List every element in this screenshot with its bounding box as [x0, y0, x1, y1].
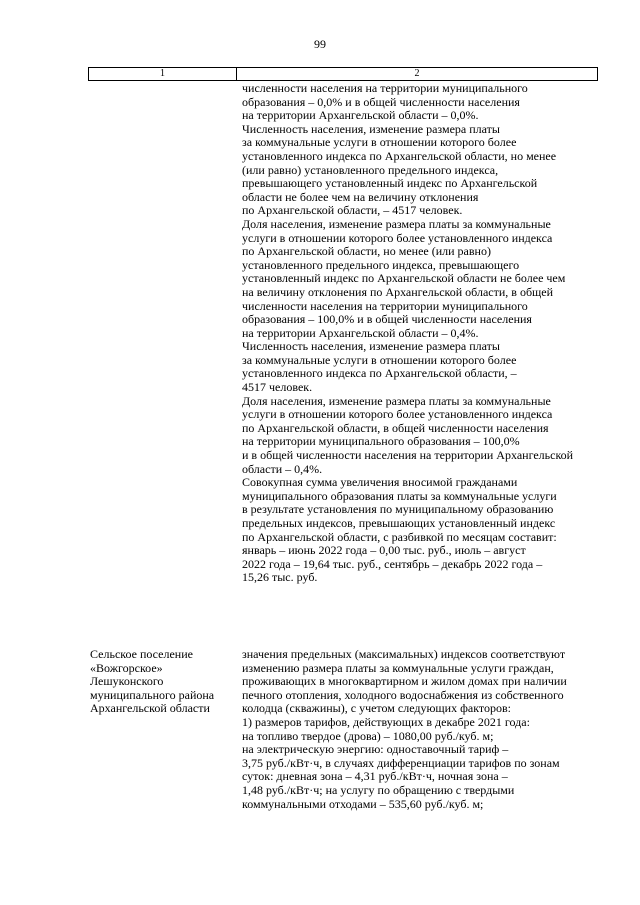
text-line: 1) размеров тарифов, действующих в декабре 2021 года: [242, 714, 530, 729]
text-line: 15,26 тыс. руб. [242, 570, 318, 585]
text-line: Доля населения, изменение размера платы за коммунальные [242, 393, 551, 408]
text-line: установленного индекса по Архангельской области, – [242, 366, 517, 381]
text-line: в результате установления по муниципальному образованию [242, 502, 554, 517]
text-line: муниципального района [90, 687, 215, 702]
text-line: численности населения на территории муниципального [242, 298, 528, 313]
table-header [88, 67, 598, 81]
text-line: значения предельных (максимальных) индексов соответствуют [242, 647, 566, 661]
text-line: по Архангельской области, в общей численности населения [242, 420, 549, 435]
text-line: «Вожгорское» [90, 660, 163, 675]
text-line: 2022 года – 19,64 тыс. руб., сентябрь – декабрь 2022 года – [242, 556, 543, 571]
text-line: печного отопления, холодного водоснабжения из собственного [242, 687, 564, 702]
text-line: Совокупная сумма увеличения вносимой гражданами [242, 475, 518, 490]
municipality-name [90, 648, 238, 716]
text-line: превышающего установленный индекс по Архангельской [242, 176, 538, 191]
table-header-col1: 1 [89, 68, 237, 80]
text-line: (или равно) установленного предельного индекса, [242, 162, 499, 177]
text-line: на территории Архангельской области – 0,0%. [242, 108, 479, 123]
text-line: Численность населения, изменение размера платы [242, 121, 500, 136]
text-line: проживающих в многоквартирном и жилом домах при наличии [242, 674, 567, 689]
text-line: образования – 100,0% и в общей численности населения [242, 312, 532, 327]
text-line: на топливо твердое (дрова) – 1080,00 руб./куб. м; [242, 728, 494, 743]
text-line: Архангельской области [90, 701, 210, 716]
text-line: 1,48 руб./кВт·ч; на услугу по обращению с твердыми [242, 782, 515, 797]
text-line: изменению размера платы за коммунальные услуги граждан, [242, 660, 554, 675]
text-line: Численность населения, изменение размера платы [242, 339, 500, 354]
text-line: 4517 человек. [242, 380, 313, 395]
text-line: на территории муниципального образования – 100,0% [242, 434, 520, 449]
page-number: 99 [314, 37, 326, 51]
text-line: установленного предельного индекса, превышающего [242, 257, 520, 272]
row2-description [242, 648, 602, 811]
text-line: на величину отклонения по Архангельской области, в общей [242, 284, 554, 299]
text-line: установленного индекса по Архангельской области, но менее [242, 148, 557, 163]
text-line: муниципального образования платы за коммунальные услуги [242, 488, 557, 503]
text-line: по Архангельской области, – 4517 человек. [242, 203, 463, 218]
text-line: за коммунальные услуги в отношении которого более [242, 352, 517, 367]
text-line: на территории Архангельской области – 0,4%. [242, 325, 479, 340]
text-line: установленный индекс по Архангельской области не более чем [242, 271, 566, 286]
text-line: колодца (скважины), с учетом следующих факторов: [242, 701, 511, 716]
text-line: образования – 0,0% и в общей численности населения [242, 94, 520, 109]
text-line: январь – июнь 2022 года – 0,00 тыс. руб., июль – август [242, 543, 526, 558]
text-line: суток: дневная зона – 4,31 руб./кВт·ч, ночная зона – [242, 769, 508, 784]
text-line: на электрическую энергию: одноставочный тариф – [242, 742, 509, 757]
text-line: услуги в отношении которого более установленного индекса [242, 407, 553, 422]
text-line: Доля населения, изменение размера платы за коммунальные [242, 216, 551, 231]
text-line: численности населения на территории муниципального [242, 81, 528, 95]
text-line: и в общей численности населения на территории Архангельской [242, 448, 574, 463]
text-line: 3,75 руб./кВт·ч, в случаях дифференциации тарифов по зонам [242, 755, 560, 770]
text-line: области – 0,4%. [242, 461, 323, 476]
text-line: по Архангельской области, с разбивкой по месяцам составит: [242, 529, 557, 544]
continuation-text [242, 82, 602, 585]
text-line: за коммунальные услуги в отношении которого более [242, 135, 517, 150]
text-line: по Архангельской области, но менее (или равно) [242, 244, 491, 259]
text-line: предельных индексов, превышающих установленный индекс [242, 516, 556, 530]
text-line: коммунальными отходами – 535,60 руб./куб. м; [242, 796, 484, 811]
text-line: услуги в отношении которого более установленного индекса [242, 230, 553, 245]
text-line: области не более чем на величину отклонения [242, 189, 479, 204]
text-line: Лешуконского [90, 674, 164, 689]
table-header-col2: 2 [414, 68, 420, 79]
text-line: Сельское поселение [90, 647, 193, 661]
